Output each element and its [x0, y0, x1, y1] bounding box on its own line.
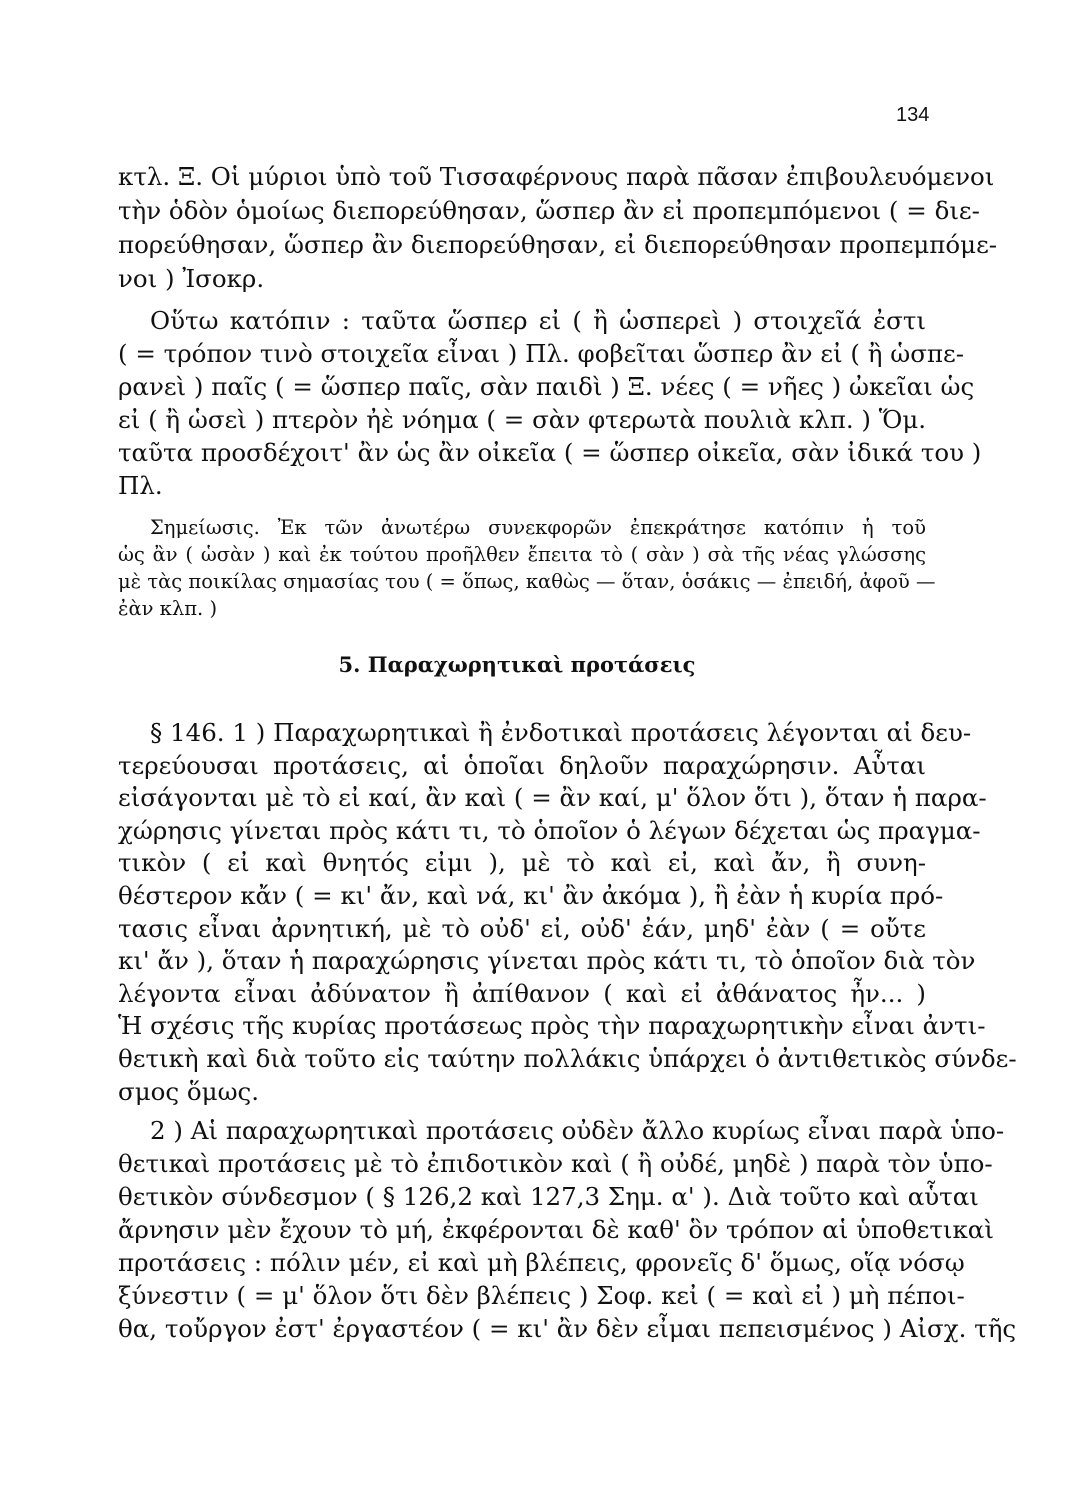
- text-line: πορεύθησαν, ὥσπερ ἂν διεπορεύθησαν, εἰ διεπορεύθησαν προπεμπόμε-: [118, 230, 998, 259]
- text-line: λέγοντα εἶναι ἀδύνατον ἢ ἀπίθανον ( καὶ εἰ ἀθάνατος ἦν... ): [118, 978, 926, 1008]
- text-line: ταῦτα προσδέχοιτ' ἂν ὡς ἂν οἰκεῖα ( = ὥσπερ οἰκεῖα, σὰν ἰδικά του ): [118, 438, 982, 467]
- text-line: Οὕτω κατόπιν : ταῦτα ὥσπερ εἰ ( ἢ ὡσπερεὶ ) στοιχεῖά ἐστι: [150, 306, 926, 335]
- text-line: ὡς ἂν ( ὡσὰν ) καὶ ἐκ τούτου προῆλθεν ἔπειτα τὸ ( σὰν ) σὰ τῆς νέας γλώσσης: [118, 543, 926, 566]
- text-line: κτλ. Ξ. Οἱ μύριοι ὑπὸ τοῦ Τισσαφέρνους παρὰ πᾶσαν ἐπιβουλευόμενοι: [118, 162, 995, 191]
- text-line: Πλ.: [118, 471, 163, 500]
- paragraph-outo-katopin: [118, 304, 982, 502]
- text-line: μὲ τὰς ποικίλας σημασίας του ( = ὅπως, καθὼς — ὅταν, ὁσάκις — ἐπειδή, ἀφοῦ —: [118, 570, 936, 593]
- paragraph-146-1: [118, 717, 1017, 1108]
- text-line: τικὸν ( εἰ καὶ θνητός εἰμι ), μὲ τὸ καὶ εἰ, καὶ ἄν, ἢ συνη-: [118, 848, 926, 878]
- note-semeiosis: [118, 514, 936, 622]
- text-line: Σημείωσις. Ἐκ τῶν ἀνωτέρω συνεκφορῶν ἐπεκράτησε κατόπιν ἡ τοῦ: [150, 516, 926, 539]
- text-line: ρανεὶ ) παῖς ( = ὥσπερ παῖς, σὰν παιδὶ ) Ξ. νέες ( = νῆες ) ὠκεῖαι ὡς: [118, 372, 975, 401]
- text-line: Ἡ σχέσις τῆς κυρίας προτάσεως πρὸς τὴν παραχωρητικὴν εἶναι ἀντι-: [118, 1011, 986, 1041]
- text-line: θα, τοὔργον ἐστ' ἐργαστέον ( = κι' ἂν δὲν εἶμαι πεπεισμένος ) Αἰσχ. τῆς: [118, 1314, 1017, 1344]
- text-line: εἰσάγονται μὲ τὸ εἰ καί, ἂν καὶ ( = ἂν καί, μ' ὅλον ὅτι ), ὅταν ἡ παρα-: [118, 783, 987, 813]
- text-line: τασις εἶναι ἀρνητική, μὲ τὸ οὐδ' εἰ, οὐδ' ἐάν, μηδ' ἐὰν ( = οὔτε: [118, 913, 926, 943]
- text-line: § 146. 1 ) Παραχωρητικαὶ ἢ ἐνδοτικαὶ προτάσεις λέγονται αἱ δευ-: [150, 718, 972, 747]
- text-line: ἐὰν κλπ. ): [118, 597, 218, 620]
- text-line: ξύνεστιν ( = μ' ὅλον ὅτι δὲν βλέπεις ) Σοφ. κεἰ ( = καὶ εἰ ) μὴ πέποι-: [118, 1281, 965, 1311]
- text-line: προτάσεις : πόλιν μέν, εἰ καὶ μὴ βλέπεις, φρονεῖς δ' ὅμως, οἵᾳ νόσῳ: [118, 1248, 965, 1278]
- text-line: σμος ὅμως.: [118, 1076, 260, 1106]
- body-text: [118, 160, 1017, 1345]
- text-line: νοι ) Ἰσοκρ.: [118, 264, 265, 293]
- text-line: κι' ἄν ), ὅταν ἡ παραχώρησις γίνεται πρὸς κάτι τι, τὸ ὁποῖον διὰ τὸν: [118, 946, 976, 976]
- paragraph-146-2: [118, 1114, 1017, 1345]
- text-line: θέστερον κἄν ( = κι' ἄν, καὶ νά, κι' ἂν ἀκόμα ), ἢ ἐὰν ἡ κυρία πρό-: [118, 880, 944, 910]
- section-heading: 5. Παραχωρητικαὶ προτάσεις: [338, 652, 696, 677]
- text-line: θετικαὶ προτάσεις μὲ τὸ ἐπιδοτικὸν καὶ ( ἢ οὐδέ, μηδὲ ) παρὰ τὸν ὑπο-: [118, 1149, 993, 1179]
- page-number: 134: [896, 104, 930, 126]
- paragraph-examples-xenophon: [118, 160, 998, 296]
- text-line: ( = τρόπον τινὸ στοιχεῖα εἶναι ) Πλ. φοβεῖται ὥσπερ ἂν εἰ ( ἢ ὡσπε-: [118, 339, 965, 368]
- text-line: εἰ ( ἢ ὡσεὶ ) πτερὸν ἠὲ νόημα ( = σὰν φτερωτὰ πουλιὰ κλπ. ) Ὅμ.: [118, 405, 927, 434]
- text-line: τερεύουσαι προτάσεις, αἱ ὁποῖαι δηλοῦν παραχώρησιν. Αὗται: [118, 750, 926, 780]
- text-line: χώρησις γίνεται πρὸς κάτι τι, τὸ ὁποῖον ὁ λέγων δέχεται ὡς πραγμα-: [118, 815, 981, 845]
- text-line: τὴν ὁδὸν ὁμοίως διεπορεύθησαν, ὥσπερ ἂν εἰ προπεμπόμενοι ( = διε-: [118, 196, 980, 225]
- text-line: θετικὴ καὶ διὰ τοῦτο εἰς ταύτην πολλάκις ὑπάρχει ὁ ἀντιθετικὸς σύνδε-: [118, 1043, 1017, 1073]
- text-line: θετικὸν σύνδεσμον ( § 126,2 καὶ 127,3 Σημ. α' ). Διὰ τοῦτο καὶ αὗται: [118, 1182, 979, 1212]
- text-line: 2 ) Αἱ παραχωρητικαὶ προτάσεις οὐδὲν ἄλλο κυρίως εἶναι παρὰ ὑπο-: [150, 1116, 1005, 1146]
- text-line: ἄρνησιν μὲν ἔχουν τὸ μή, ἐκφέρονται δὲ καθ' ὃν τρόπον αἱ ὑποθετικαὶ: [118, 1215, 994, 1245]
